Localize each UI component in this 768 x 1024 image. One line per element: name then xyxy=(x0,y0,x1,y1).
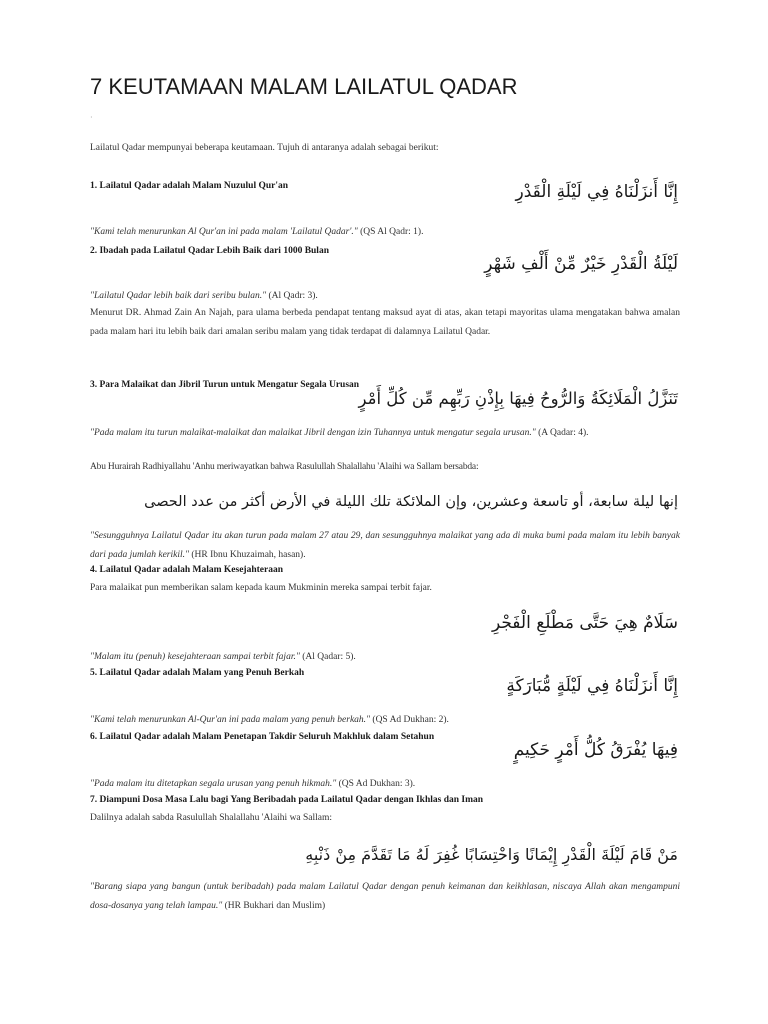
section-7-text: Dalilnya adalah sabda Rasulullah Shalallahu 'Alaihi wa Sallam: xyxy=(90,813,333,823)
quote-text: "Pada malam itu turun malaikat-malaikat dan malaikat Jibril dengan izin Tuhannya untuk mengatur segala urusan." xyxy=(90,428,536,438)
quote-text: "Lailatul Qadar lebih baik dari seribu bulan." xyxy=(90,291,267,301)
quote-text: "Barang siapa yang bangun (untuk beribadah) pada malam Lailatul Qadar dengan penuh keimanan dan keikhlasan, niscaya Allah akan mengampuni dosa-dosanya yang telah lampau." xyxy=(90,882,680,911)
section-2-heading: 2. Ibadah pada Lailatul Qadar Lebih Baik dari 1000 Bulan xyxy=(90,246,329,256)
section-3-arabic: تَنَزَّلُ الْمَلَائِكَةُ وَالرُّوحُ فِيهَا بِإِذْنِ رَبِّهِم مِّن كُلِّ أَمْرٍ xyxy=(358,389,678,408)
section-1-heading: 1. Lailatul Qadar adalah Malam Nuzulul Qur'an xyxy=(90,181,289,191)
hadith-arabic: إنها ليلة سابعة، أو تاسعة وعشرين، وإن الملائكة تلك الليلة في الأرض أكثر من عدد الحصى xyxy=(144,494,678,510)
section-7-arabic: مَنْ قَامَ لَيْلَةَ الْقَدْرِ إِيْمَانًا وَاحْتِسَابًا غُفِرَ لَهُ مَا تَقَدَّمَ مِنْ ذَنْبِهِ xyxy=(305,845,678,864)
section-4-arabic: سَلَامٌ هِيَ حَتَّى مَطْلَعِ الْفَجْرِ xyxy=(491,613,678,633)
section-5-heading: 5. Lailatul Qadar adalah Malam yang Penuh Berkah xyxy=(90,668,305,678)
quote-text: "Pada malam itu ditetapkan segala urusan yang penuh hikmah." xyxy=(90,779,337,789)
quote-reference: (HR Ibnu Khuzaimah, hasan). xyxy=(188,550,306,560)
section-2-arabic: لَيْلَةُ الْقَدْرِ خَيْرٌ مِّنْ أَلْفِ شَهْرٍ xyxy=(484,254,678,274)
section-3-heading: 3. Para Malaikat dan Jibril Turun untuk Mengatur Segala Urusan xyxy=(90,380,360,390)
section-7-heading: 7. Diampuni Dosa Masa Lalu bagi Yang Beribadah pada Lailatul Qadar dengan Ikhlas dan Iman xyxy=(90,795,484,805)
intro-text: Lailatul Qadar mempunyai beberapa keutamaan. Tujuh di antaranya adalah sebagai berikut: xyxy=(90,143,439,153)
hadith-quote xyxy=(90,527,680,565)
quote-reference: (Al Qadar: 5). xyxy=(299,652,356,662)
section-4-quote xyxy=(90,648,680,667)
hadith-intro: Abu Hurairah Radhiyallahu 'Anhu meriwayatkan bahwa Rasulullah Shalallahu 'Alaihi wa Sallam bersabda: xyxy=(90,462,479,472)
quote-reference: (QS Ad Dukhan: 2). xyxy=(370,715,449,725)
quote-reference: (QS Ad Dukhan: 3). xyxy=(336,779,416,789)
section-1-quote xyxy=(90,223,680,242)
section-6-heading: 6. Lailatul Qadar adalah Malam Penetapan Takdir Seluruh Makhluk dalam Setahun xyxy=(90,732,435,742)
section-6-arabic: فِيهَا يُفْرَقُ كُلُّ أَمْرٍ حَكِيمٍ xyxy=(513,740,678,760)
section-6-quote xyxy=(90,775,680,794)
page-title: 7 KEUTAMAAN MALAM LAILATUL QADAR xyxy=(90,74,518,99)
section-7-quote xyxy=(90,878,680,916)
section-5-arabic: إِنَّا أَنزَلْنَاهُ فِي لَيْلَةٍ مُّبَارَكَةٍ xyxy=(506,676,678,696)
quote-reference: (QS Al Qadr: 1). xyxy=(357,227,424,237)
quote-reference: (A Qadar: 4). xyxy=(535,428,589,438)
section-2-note: Menurut DR. Ahmad Zain An Najah, para ulama berbeda pendapat tentang maksud ayat di atas, akan tetapi mayoritas ulama mengatakan bahwa amalan pada malam hari itu lebih baik dari amalan seribu malam yang tidak terdapat di dalamnya Lailatul Qadar. xyxy=(90,308,680,337)
section-4-text: Para malaikat pun memberikan salam kepada kaum Mukminin mereka sampai terbit fajar. xyxy=(90,583,432,593)
quote-text: "Kami telah menurunkan Al-Qur'an ini pada malam yang penuh berkah." xyxy=(90,715,371,725)
separator-dot: · xyxy=(90,113,93,122)
quote-reference: (HR Bukhari dan Muslim) xyxy=(222,901,326,911)
quote-text: "Sesungguhnya Lailatul Qadar itu akan turun pada malam 27 atau 29, dan sesungguhnya malaikat yang ada di muka bumi pada malam itu lebih banyak dari pada jumlah kerikil." xyxy=(90,531,680,560)
quote-reference: (Al Qadr: 3). xyxy=(266,291,318,301)
section-3-quote xyxy=(90,424,680,443)
quote-text: "Malam itu (penuh) kesejahteraan sampai terbit fajar." xyxy=(90,652,300,662)
section-5-quote xyxy=(90,711,680,730)
section-1-arabic: إِنَّا أَنزَلْنَاهُ فِي لَيْلَةِ الْقَدْرِ xyxy=(515,182,678,202)
quote-text: "Kami telah menurunkan Al Qur'an ini pada malam 'Lailatul Qadar'." xyxy=(90,227,358,237)
section-4-heading: 4. Lailatul Qadar adalah Malam Kesejahteraan xyxy=(90,565,283,575)
